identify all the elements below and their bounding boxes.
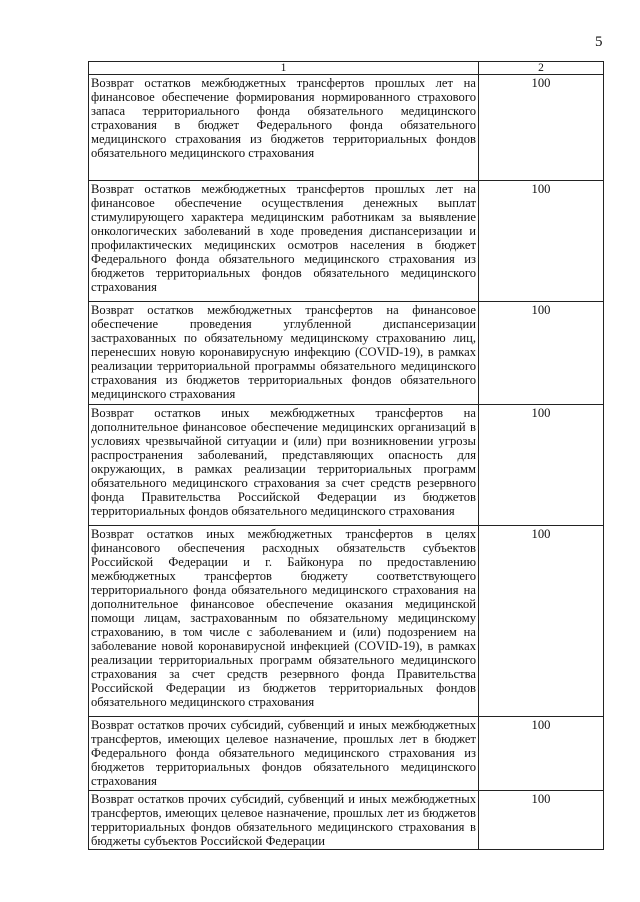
- row-value: 100: [479, 791, 604, 850]
- row-description: Возврат остатков межбюджетных трансфертов прошлых лет на финансовое обеспечение формирования нормированного страхового запаса территориального фонда обязательного медицинского страхования в бюджет Федерального фонда обязательного медицинского страхования из бюджетов территориальных фондов обязательного медицинского страхования: [89, 75, 479, 181]
- row-value: 100: [479, 526, 604, 717]
- row-value: 100: [479, 181, 604, 302]
- row-value: 100: [479, 75, 604, 181]
- row-value: 100: [479, 717, 604, 791]
- page-number: 5: [595, 34, 603, 50]
- table-row: [89, 75, 604, 181]
- row-description: Возврат остатков прочих субсидий, субвенций и иных межбюджетных трансфертов, имеющих целевое назначение, прошлых лет из бюджетов территориальных фондов обязательного медицинского страхования в бюджеты субъектов Российской Федерации: [89, 791, 479, 850]
- table-row: [89, 181, 604, 302]
- column-header-2: 2: [479, 62, 604, 75]
- row-description: Возврат остатков прочих субсидий, субвенций и иных межбюджетных трансфертов, имеющих целевое назначение, прошлых лет в бюджет Федерального фонда обязательного медицинского страхования из бюджетов территориальных фондов обязательного медицинского страхования: [89, 717, 479, 791]
- row-value: 100: [479, 302, 604, 405]
- table-header-row: [89, 62, 604, 75]
- column-header-1: 1: [89, 62, 479, 75]
- budget-table: [88, 61, 604, 850]
- table-row: [89, 791, 604, 850]
- row-description: Возврат остатков иных межбюджетных трансфертов на дополнительное финансовое обеспечение медицинских организаций в условиях чрезвычайной ситуации и (или) при возникновении угрозы распространения заболеваний, представляющих опасность для окружающих, в рамках реализации территориальных программ обязательного медицинского страхования за счет средств резервного фонда Правительства Российской Федерации из бюджетов территориальных фондов обязательного медицинского страхования: [89, 405, 479, 526]
- row-description: Возврат остатков межбюджетных трансфертов прошлых лет на финансовое обеспечение осуществления денежных выплат стимулирующего характера медицинским работникам за выявление онкологических заболеваний в ходе проведения диспансеризации и профилактических медицинских осмотров населения в бюджет Федерального фонда обязательного медицинского страхования из бюджетов территориальных фондов обязательного медицинского страхования: [89, 181, 479, 302]
- table-row: [89, 405, 604, 526]
- table-row: [89, 526, 604, 717]
- table-row: [89, 717, 604, 791]
- row-description: Возврат остатков межбюджетных трансфертов на финансовое обеспечение проведения углубленной диспансеризации застрахованных по обязательному медицинскому страхованию лиц, перенесших новую коронавирусную инфекцию (COVID-19), в рамках реализации территориальной программы обязательного медицинского страхования из бюджетов территориальных фондов обязательного медицинского страхования: [89, 302, 479, 405]
- table-row: [89, 302, 604, 405]
- row-description: Возврат остатков иных межбюджетных трансфертов в целях финансового обеспечения расходных обязательств субъектов Российской Федерации и г. Байконура по предоставлению межбюджетных трансфертов бюджету соответствующего территориального фонда обязательного медицинского страхования на дополнительное финансовое обеспечение оказания медицинской помощи лицам, застрахованным по обязательному медицинскому страхованию, в том числе с заболеванием и (или) подозрением на заболевание новой коронавирусной инфекцией (COVID-19), в рамках реализации территориальных программ обязательного медицинского страхования за счет средств резервного фонда Правительства Российской Федерации из бюджетов территориальных фондов обязательного медицинского страхования: [89, 526, 479, 717]
- row-value: 100: [479, 405, 604, 526]
